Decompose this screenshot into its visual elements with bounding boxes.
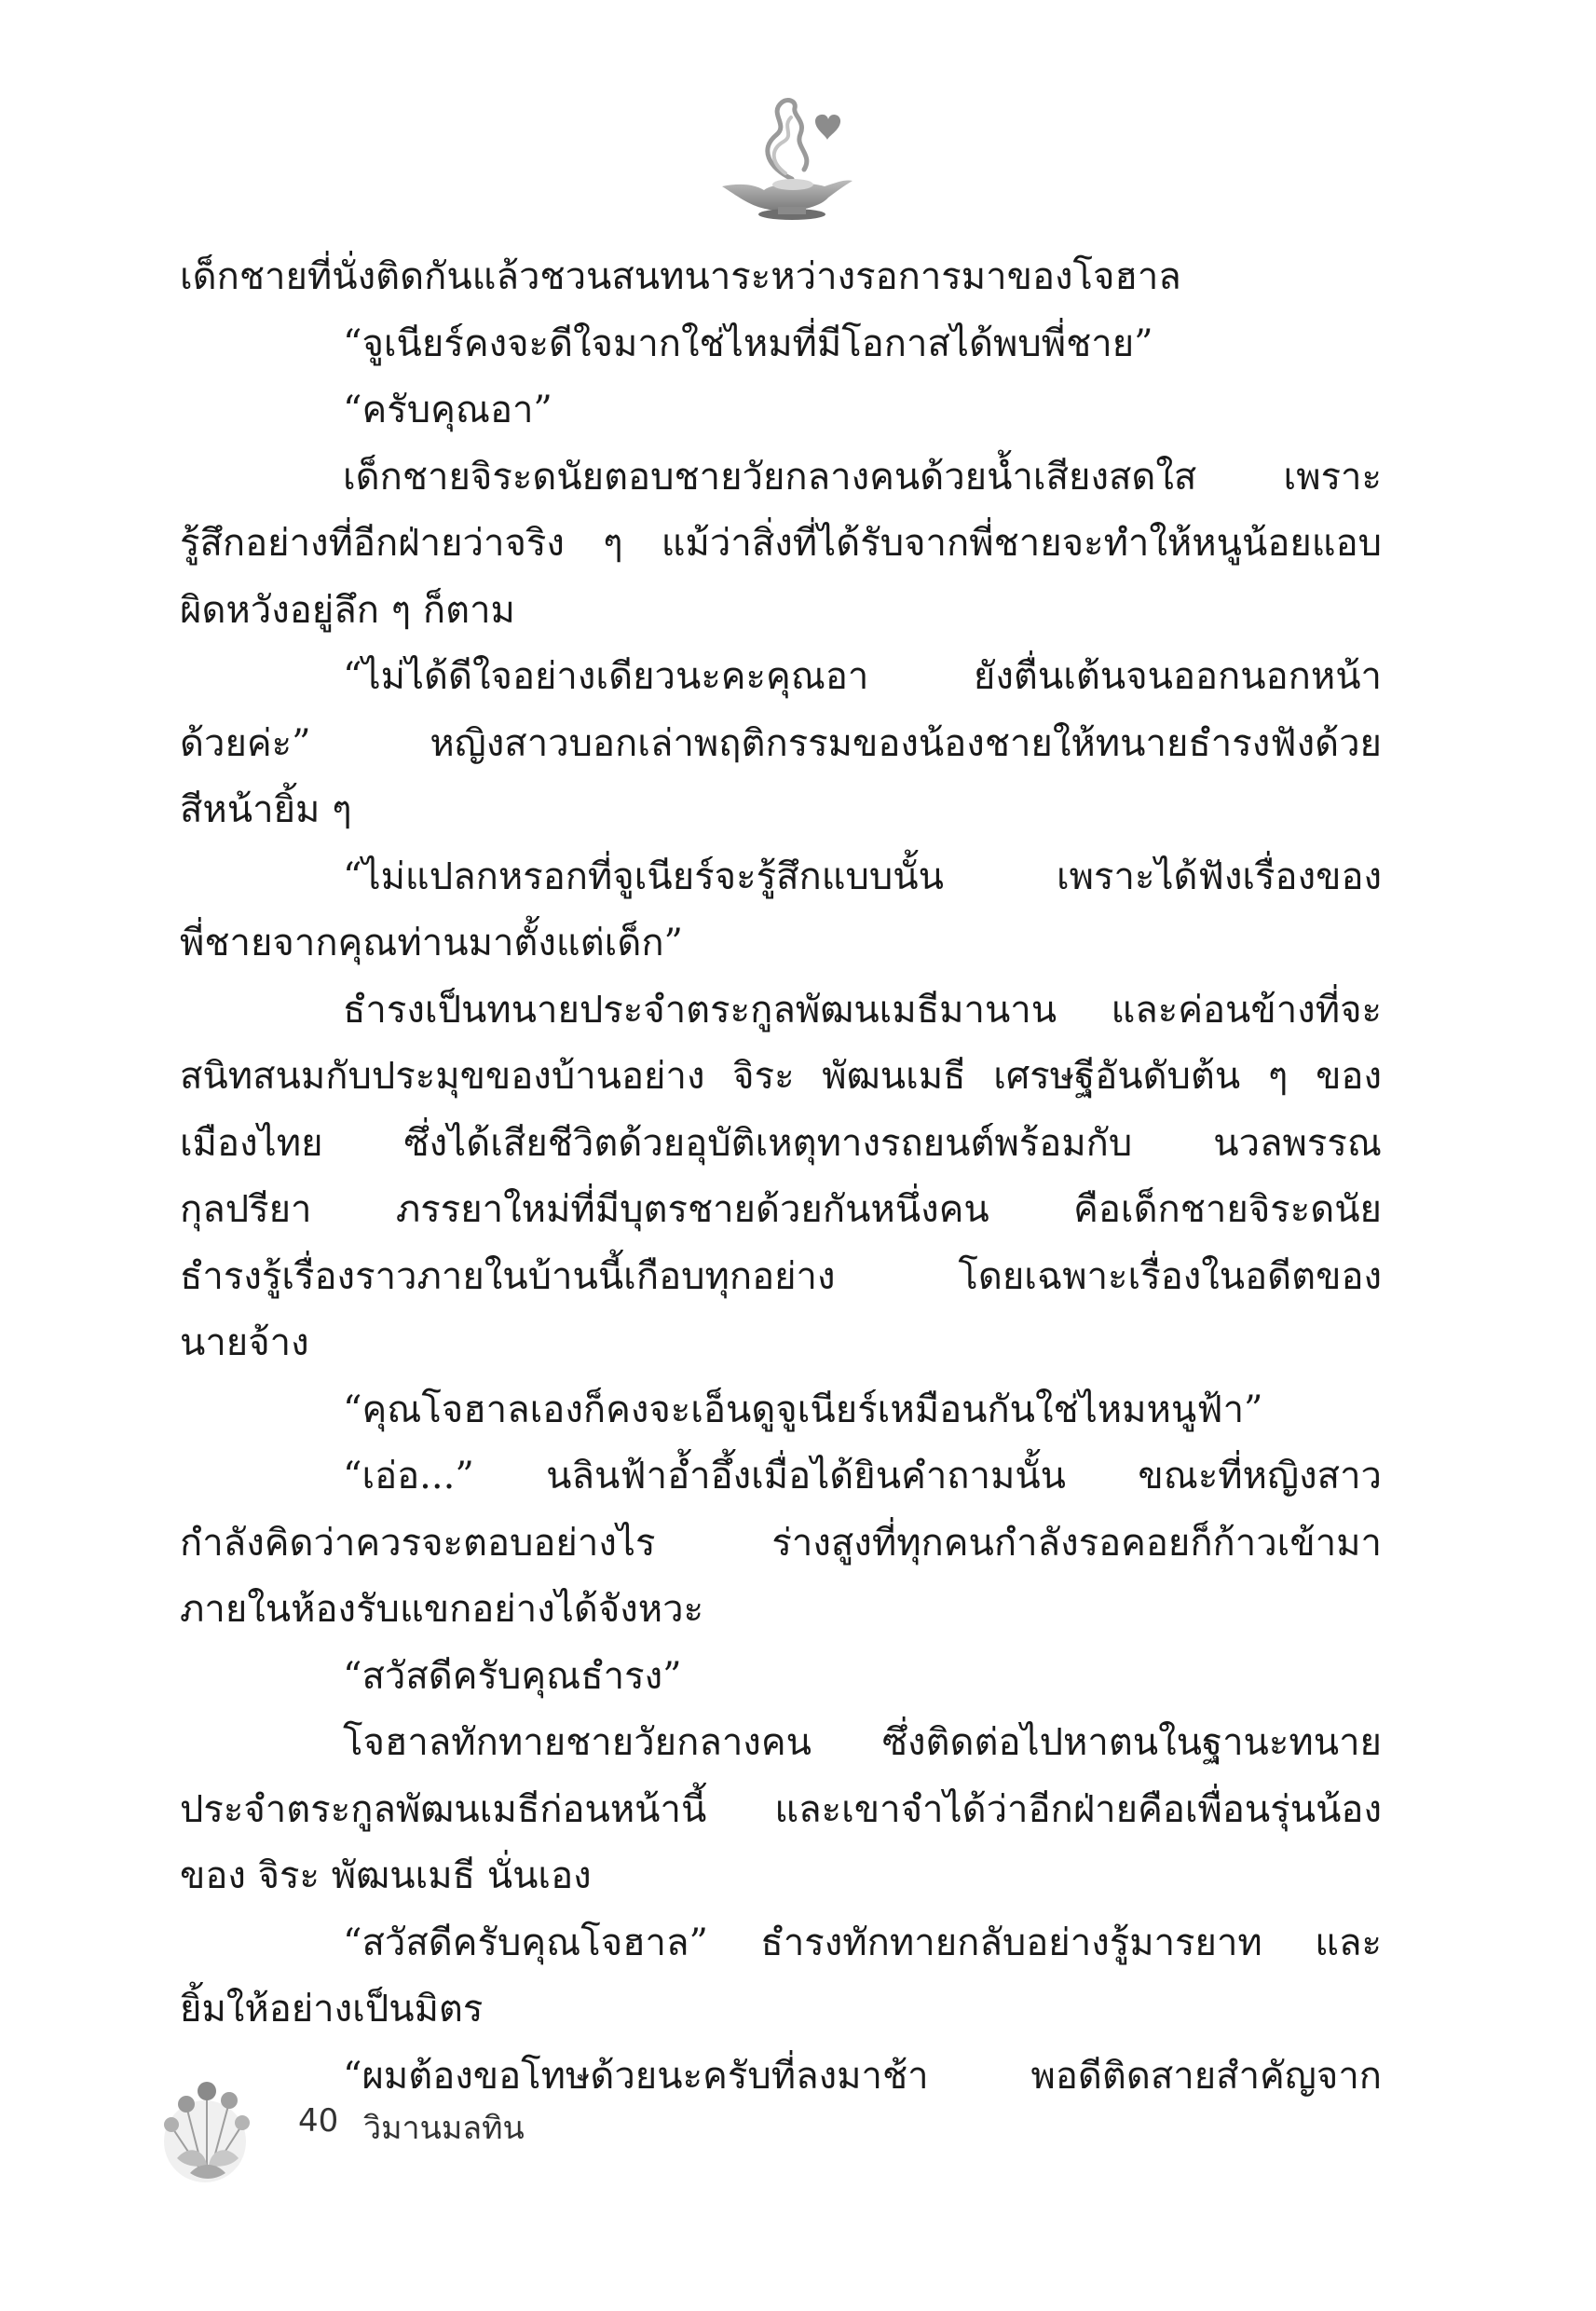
text-line: พี่ชายจากคุณท่านมาตั้งแต่เด็ก”: [180, 922, 683, 964]
text-line: กุลปรียา ภรรยาใหม่ที่มีบุตรชายด้วยกันหนึ่งคน คือเด็กชายจิระดนัย: [180, 1188, 1382, 1231]
text-line: ของ จิระ พัฒนเมธี นั่นเอง: [180, 1854, 592, 1897]
text-line: ยิ้มให้อย่างเป็นมิตร: [180, 1988, 484, 2031]
text-line: “สวัสดีครับคุณโจฮาล” ธำรงทักทายกลับอย่างรู้มารยาท และ: [343, 1921, 1382, 1964]
book-title: วิมานมลทิน: [363, 2110, 525, 2147]
text-line: โจฮาลทักทายชายวัยกลางคน ซึ่งติดต่อไปหาตนในฐานะทนาย: [343, 1721, 1382, 1764]
flower-bouquet-icon: [149, 2069, 270, 2190]
page-footer: [149, 2069, 801, 2190]
text-line: “สวัสดีครับคุณธำรง”: [343, 1654, 682, 1698]
text-line: นายจ้าง: [180, 1321, 309, 1364]
text-line: ประจำตระกูลพัฒนเมธีก่อนหน้านี้ และเขาจำได้ว่าอีกฝ่ายคือเพื่อนรุ่นน้อง: [180, 1787, 1382, 1831]
text-line: รู้สึกอย่างที่อีกฝ่ายว่าจริง ๆ แม้ว่าสิ่งที่ได้รับจากพี่ชายจะทำให้หนูน้อยแอบ: [180, 522, 1382, 565]
text-line: “คุณโจฮาลเองก็คงจะเอ็นดูจูเนียร์เหมือนกันใช่ไหมหนูฟ้า”: [343, 1388, 1263, 1431]
text-line: สนิทสนมกับประมุขของบ้านอย่าง จิระ พัฒนเมธี เศรษฐีอันดับต้น ๆ ของ: [180, 1055, 1382, 1098]
text-line: “เอ่อ...” นลินฟ้าอ้ำอึ้งเมื่อได้ยินคำถามนั้น ขณะที่หญิงสาว: [343, 1455, 1382, 1497]
text-line: “ไม่แปลกหรอกที่จูเนียร์จะรู้สึกแบบนั้น เพราะได้ฟังเรื่องของ: [343, 855, 1382, 898]
text-line: “จูเนียร์คงจะดีใจมากใช่ไหมที่มีโอกาสได้พบพี่ชาย”: [343, 321, 1153, 365]
page-number: 40: [298, 2102, 339, 2140]
text-line: สีหน้ายิ้ม ๆ: [180, 788, 352, 831]
text-line: ด้วยค่ะ” หญิงสาวบอกเล่าพฤติกรรมของน้องชายให้ทนายธำรงฟังด้วย: [180, 721, 1382, 765]
genie-lamp-icon: [703, 93, 862, 224]
text-line: เด็กชายที่นั่งติดกันแล้วชวนสนทนาระหว่างรอการมาของโจฮาล: [180, 255, 1181, 298]
text-line: “ผมต้องขอโทษด้วยนะครับที่ลงมาช้า พอดีติดสายสำคัญจาก: [343, 2054, 1382, 2098]
text-line: ภายในห้องรับแขกอย่างได้จังหวะ: [180, 1588, 704, 1631]
text-line: “ครับคุณอา”: [343, 389, 552, 431]
text-line: ผิดหวังอยู่ลึก ๆ ก็ตาม: [180, 588, 515, 632]
text-line: เมืองไทย ซึ่งได้เสียชีวิตด้วยอุบัติเหตุทางรถยนต์พร้อมกับ นวลพรรณ: [180, 1121, 1382, 1165]
text-line: ธำรงเป็นทนายประจำตระกูลพัฒนเมธีมานาน และค่อนข้างที่จะ: [343, 988, 1382, 1032]
text-line: เด็กชายจิระดนัยตอบชายวัยกลางคนด้วยน้ำเสียงสดใส เพราะ: [343, 455, 1382, 499]
text-line: “ไม่ได้ดีใจอย่างเดียวนะคะคุณอา ยังตื่นเต้นจนออกนอกหน้า: [343, 655, 1382, 698]
body-text: [180, 244, 1382, 2110]
text-line: ธำรงรู้เรื่องราวภายในบ้านนี้เกือบทุกอย่าง โดยเฉพาะเรื่องในอดีตของ: [180, 1254, 1382, 1298]
text-line: กำลังคิดว่าควรจะตอบอย่างไร ร่างสูงที่ทุกคนกำลังรอคอยก็ก้าวเข้ามา: [180, 1521, 1382, 1565]
